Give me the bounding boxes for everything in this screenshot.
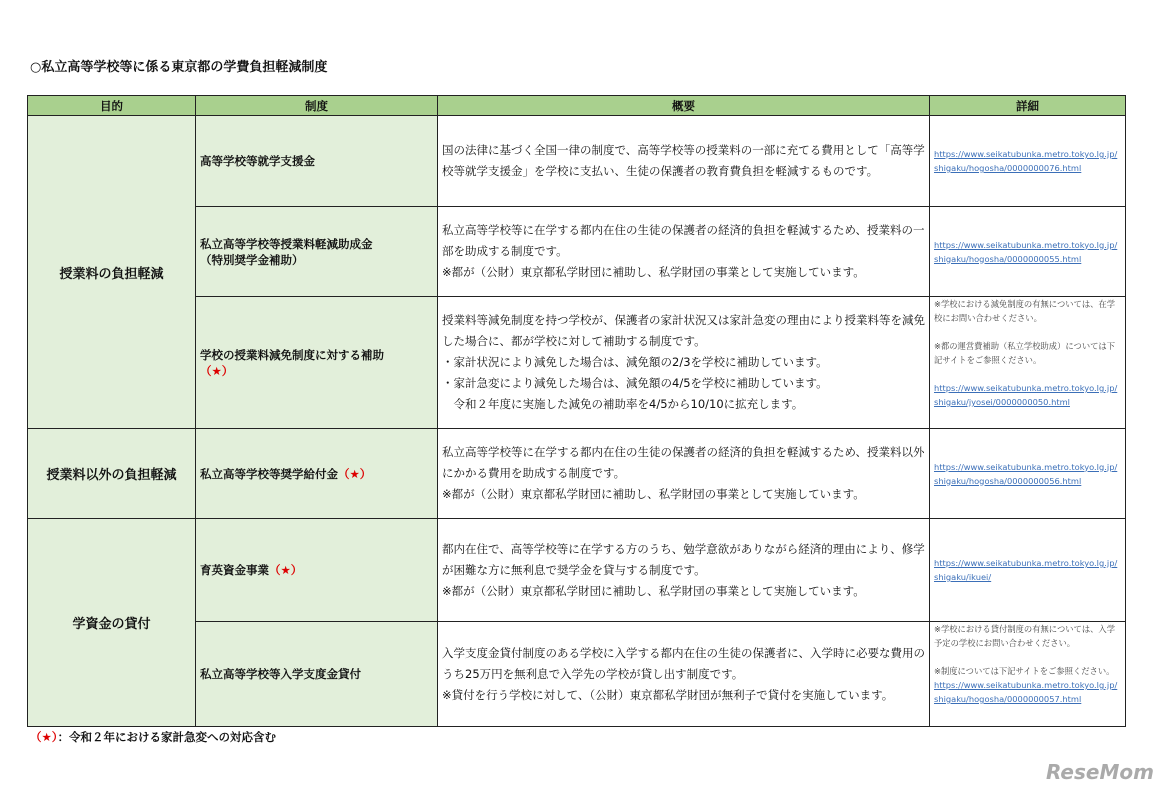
summary-text: 私立高等学校等に在学する都内在住の生徒の保護者の経済的負担を軽減するため、授業料の一部を助成する制度です。: [442, 223, 925, 258]
system-name-line: 私立高等学校等奨学給付金: [200, 466, 338, 481]
detail-link[interactable]: https://www.seikatubunka.metro.tokyo.lg.jp/shigaku/hogosha/0000000076.html: [934, 149, 1118, 173]
system-name-line: 学校の授業料減免制度に対する補助: [200, 347, 384, 362]
star-mark: （★）: [30, 730, 58, 744]
header-summary: 概要: [438, 96, 930, 116]
summary-text: 都内在住で、高等学校等に在学する方のうち、勉学意欲がありながら経済的理由により、修学が困難な方に無利息で奨学金を貸与する制度です。: [442, 541, 925, 577]
summary-note: ※都が（公財）東京都私学財団に補助し、私学財団の事業として実施しています。: [442, 265, 865, 279]
summary-note: ※都が（公財）東京都私学財団に補助し、私学財団の事業として実施しています。: [442, 487, 865, 501]
star-mark: （★）: [338, 466, 372, 481]
system-name: 高等学校等就学支援金: [196, 116, 438, 207]
system-name: [196, 429, 438, 519]
subsidy-table: [27, 95, 1126, 727]
purpose-cell: 授業料の負担軽減: [28, 116, 196, 429]
summary-note: ※都が（公財）東京都私学財団に補助し、私学財団の事業として実施しています。: [442, 583, 865, 598]
detail-note: ※制度については下記サイトをご参照ください。: [934, 666, 1115, 676]
footnote-text: ：令和２年における家計急変への対応含む: [57, 730, 277, 744]
system-name: 私立高等学校等入学支度金貸付: [196, 622, 438, 727]
system-name: [196, 297, 438, 429]
summary: [438, 429, 930, 519]
detail-note: ※学校における減免制度の有無については、在学校にお問い合わせください。: [934, 299, 1116, 323]
detail-note: ※学校における貸付制度の有無については、入学予定の学校にお問い合わせください。: [934, 624, 1116, 648]
summary: [438, 519, 930, 622]
summary-bullet: ・家計急変により減免した場合は、減免額の4/5を学校に補助しています。: [442, 376, 828, 390]
footnote: [30, 729, 276, 745]
resemom-logo: ReseMom: [1046, 760, 1154, 784]
table-row: [28, 116, 1126, 207]
header-details: 詳細: [930, 96, 1126, 116]
summary: [438, 207, 930, 297]
detail-link[interactable]: https://www.seikatubunka.metro.tokyo.lg.jp/shigaku/hogosha/0000000057.html: [934, 680, 1118, 704]
star-mark: （★）: [200, 363, 234, 378]
summary-text: 入学支度金貸付制度のある学校に入学する都内在住の生徒の保護者に、入学時に必要な費用のうち25万円を無利息で入学先の学校が貸し出す制度です。: [442, 645, 925, 681]
star-mark: （★）: [269, 563, 303, 577]
system-name-sub: （特別奨学金補助）: [200, 252, 304, 267]
summary-text: 授業料等減免制度を持つ学校が、保護者の家計状況又は家計急変の理由により授業料等を減免した場合に、都が学校に対して補助する制度です。: [442, 313, 925, 348]
header-system: 制度: [196, 96, 438, 116]
page-title: ○私立高等学校等に係る東京都の学費負担軽減制度: [30, 60, 328, 75]
table-row: [28, 429, 1126, 519]
detail-link[interactable]: https://www.seikatubunka.metro.tokyo.lg.jp/shigaku/hogosha/0000000056.html: [934, 461, 1118, 486]
detail-link[interactable]: https://www.seikatubunka.metro.tokyo.lg.jp/shigaku/jyosei/0000000050.html: [934, 383, 1118, 407]
system-name-line: 私立高等学校等授業料軽減助成金: [200, 236, 373, 251]
summary-note: ※貸付を行う学校に対して、（公財）東京都私学財団が無利子で貸付を実施しています。: [442, 687, 894, 702]
system-name: [196, 207, 438, 297]
system-name: [196, 519, 438, 622]
detail-note: ※都の運営費補助（私立学校助成）については下記サイトをご参照ください。: [934, 341, 1116, 365]
table-row: [28, 519, 1126, 622]
summary-bullet: 令和２年度に実施した減免の補助率を4/5から10/10に拡充します。: [442, 397, 804, 411]
table-header: [28, 96, 1126, 116]
purpose-cell: 授業料以外の負担軽減: [28, 429, 196, 519]
summary-bullet: ・家計状況により減免した場合は、減免額の2/3を学校に補助しています。: [442, 355, 828, 369]
summary-text: 私立高等学校等に在学する都内在住の生徒の保護者の経済的負担を軽減するため、授業料以外にかかる費用を助成する制度です。: [442, 445, 925, 480]
summary: 国の法律に基づく全国一律の制度で、高等学校等の授業料の一部に充てる費用として「高等学校等就学支援金」を学校に支払い、生徒の保護者の教育費負担を軽減するものです。: [438, 116, 930, 207]
detail-link[interactable]: https://www.seikatubunka.metro.tokyo.lg.jp/shigaku/ikuei/: [934, 558, 1118, 582]
summary: [438, 297, 930, 429]
detail-link[interactable]: https://www.seikatubunka.metro.tokyo.lg.jp/shigaku/hogosha/0000000055.html: [934, 239, 1118, 264]
summary: [438, 622, 930, 727]
header-purpose: 目的: [28, 96, 196, 116]
system-name-line: 育英資金事業: [200, 563, 269, 577]
purpose-cell: 学資金の貸付: [28, 519, 196, 727]
